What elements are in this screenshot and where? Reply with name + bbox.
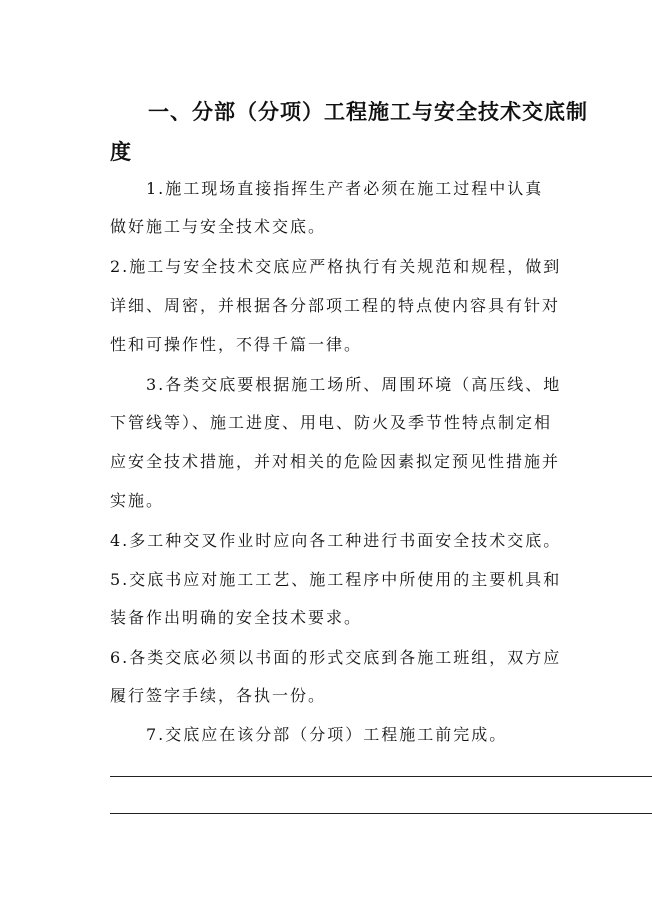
paragraph-6-line-1: 6.各类交底必须以书面的形式交底到各施工班组，双方应	[110, 648, 562, 667]
paragraph-6-line-2: 履行签字手续，各执一份。	[110, 686, 327, 705]
paragraph-1-line-2: 做好施工与安全技术交底。	[110, 217, 327, 236]
paragraph-3-line-4: 实施。	[110, 491, 165, 510]
paragraph-1-line-1: 1.施工现场直接指挥生产者必须在施工过程中认真	[146, 179, 544, 198]
paragraph-2-line-3: 性和可操作性，不得千篇一律。	[110, 335, 363, 354]
paragraph-2-line-2: 详细、周密，并根据各分部项工程的特点使内容具有针对	[110, 296, 561, 315]
paragraph-7-line-1: 7.交底应在该分部（分项）工程施工前完成。	[146, 725, 508, 744]
blank-line-2	[110, 813, 652, 814]
document-title-line-1: 一、分部（分项）工程施工与安全技术交底制	[148, 100, 588, 124]
document-title-line-2: 度	[110, 140, 132, 164]
paragraph-3-line-2: 下管线等）、施工进度、用电、防火及季节性特点制定相	[110, 413, 553, 432]
paragraph-5-line-2: 装备作出明确的安全技术要求。	[110, 608, 363, 627]
paragraph-5-line-1: 5.交底书应对施工工艺、施工程序中所使用的主要机具和	[110, 570, 562, 589]
paragraph-3-line-1: 3.各类交底要根据施工场所、周围环境（高压线、地	[146, 375, 562, 394]
paragraph-4-line-1: 4.多工种交叉作业时应向各工种进行书面安全技术交底。	[110, 531, 562, 550]
paragraph-2-line-1: 2.施工与安全技术交底应严格执行有关规范和规程，做到	[110, 257, 562, 276]
paragraph-3-line-3: 应安全技术措施，并对相关的危险因素拟定预见性措施并	[110, 452, 561, 471]
blank-line-1	[110, 776, 652, 777]
